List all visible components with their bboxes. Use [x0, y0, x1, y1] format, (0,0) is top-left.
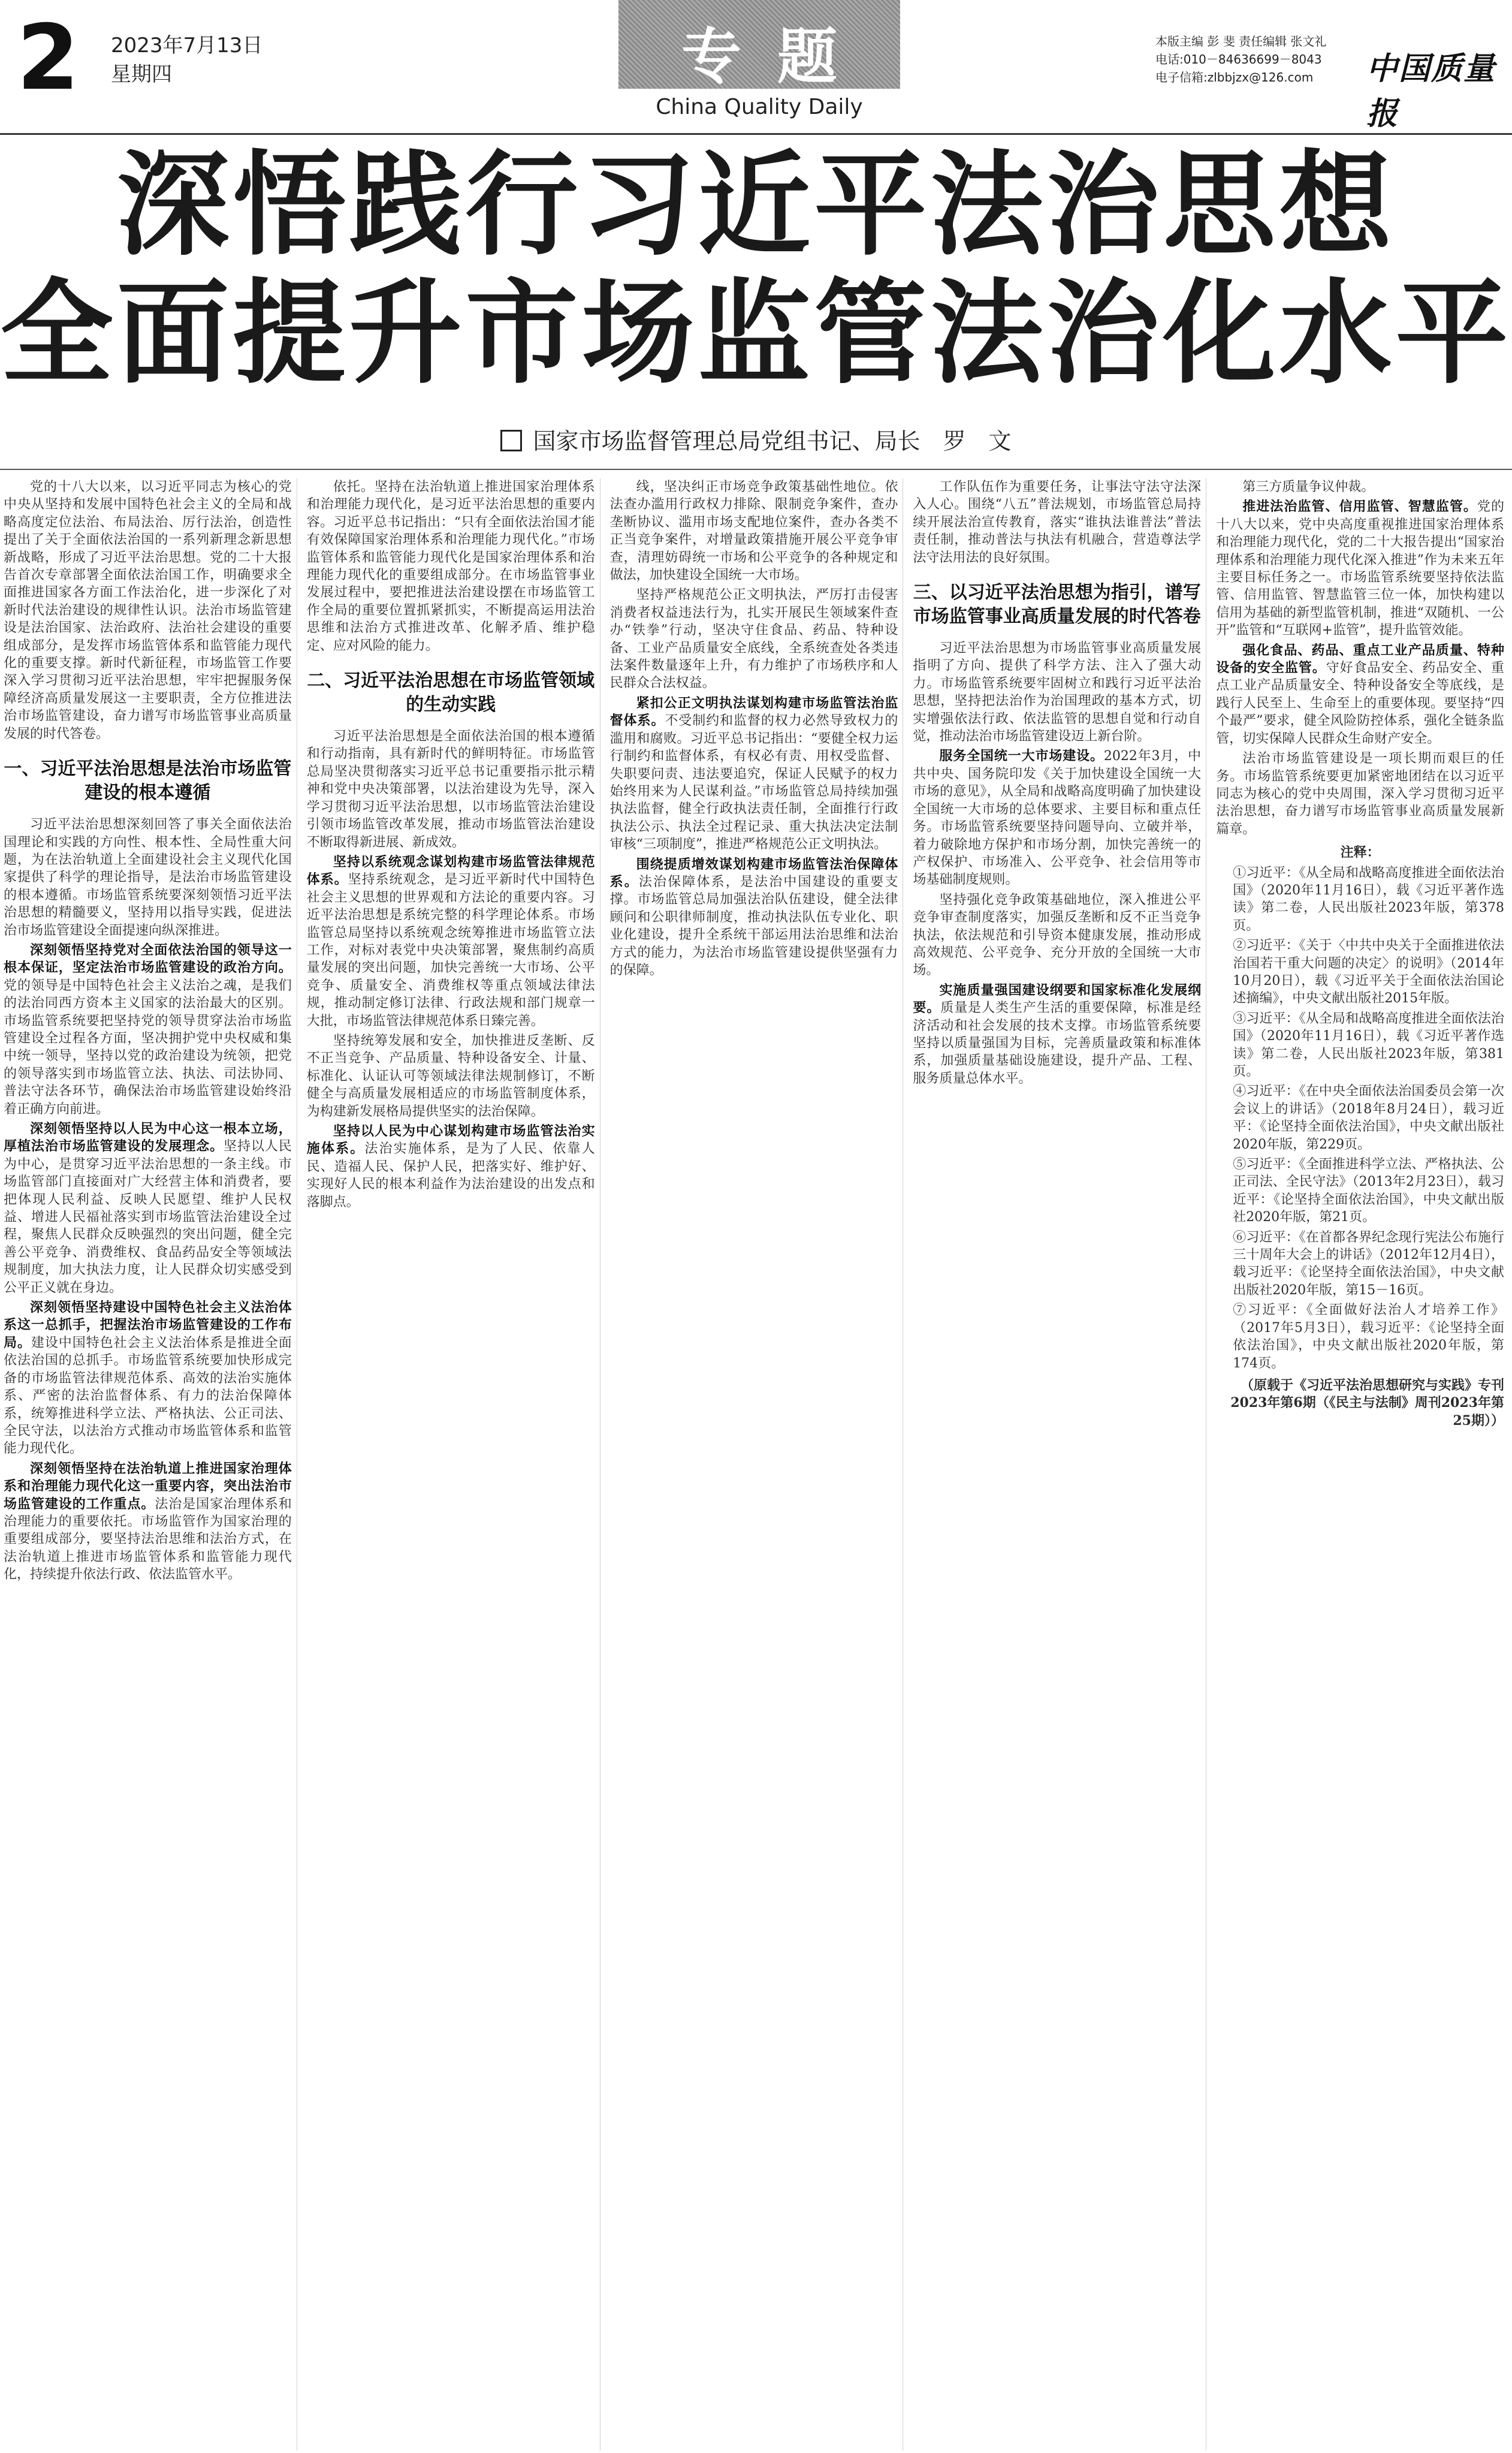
byline: [0, 423, 1512, 456]
footnote: ①习近平：《从全局和战略高度推进全面依法治国》（2020年11月16日），载《习近平著作选读》第二卷，人民出版社2023年版，第378页。: [1233, 865, 1504, 933]
paragraph: 线，坚决纠正市场竞争政策基础性地位。依法查办滥用行政权力排除、限制竞争案件，查办垄断协议、滥用市场支配地位案件，查办各类不正当竞争案件，对增量政策措施开展公平竞争审查，清理妨碍统一市场和公平竞争的各种规定和做法，加快建设全国统一大市场。: [609, 480, 898, 583]
footnote: ③习近平：《从全局和战略高度推进全面依法治国》（2020年11月16日），载《习近平著作选读》第二卷，人民出版社2023年版，第381页。: [1233, 1011, 1504, 1079]
paragraph-text: 质量是人类生产生活的重要保障，标准是经济活动和社会发展的技术支撑。市场监管系统要坚持以质量强国为目标，完善质量政策和标准体系，加强质量基础设施建设，提升产品、工程、服务质量总体水平。: [913, 1001, 1202, 1086]
paragraph-lead: 深刻领悟坚持以人民为中心这一根本立场，厚植法治市场监管建设的发展理念。: [4, 1122, 292, 1155]
footnote: ②习近平：《关于〈中共中央关于全面推进依法治国若干重大问题的决定〉的说明》（2014年10月20日），载《习近平关于全面依法治国论述摘编》，中央文献出版社2015年版。: [1233, 938, 1504, 1006]
footnote: ⑦习近平：《全面做好法治人才培养工作》（2017年5月3日），载习近平：《论坚持全面依法治国》，中央文献出版社2020年版，第174页。: [1233, 1303, 1504, 1371]
column-4: [913, 478, 1206, 2451]
paragraph: 坚持严格规范公正文明执法，严厉打击侵害消费者权益违法行为，扎实开展民生领域案件查办“铁拳”行动，坚决守住食品、药品、特种设备、工业产品质量安全底线，全系统查处各类违法案件数量逐年上升，有力维护了市场秩序和人民群众合法权益。: [609, 587, 898, 691]
paragraph: 习近平法治思想为市场监管事业高质量发展指明了方向、提供了科学方法、注入了强大动力。市场监管系统要牢固树立和践行习近平法治思想，坚持把法治作为治国理政的基本方式，切实增强依法行政、依法监管的思想自觉和行动自觉，推动法治市场监管建设迈上新台阶。: [913, 641, 1202, 745]
paragraph-text: 党的领导是中国特色社会主义法治之魂，是我们的法治同西方资本主义国家的法治最大的区别。市场监管系统要把坚持党的领导贯穿法治市场监管建设全过程各方面，坚决拥护党中央权威和集中统一领导，坚持以党的政治建设为统领，把党的领导落实到市场监管立法、执法、司法协同、普法守法各环节，确保法治市场监管建设始终沿着正确方向前进。: [4, 978, 292, 1117]
paragraph-lead: 深刻领悟坚持在法治轨道上推进国家治理体系和治理能力现代化这一重要内容，突出法治市场监管建设的工作重点。: [4, 1461, 292, 1512]
byline-box-icon: [500, 430, 522, 451]
paragraph-text: 党的十八大以来，党中央高度重视推进国家治理体系和治理能力现代化，党的二十大报告提出“国家治理体系和治理能力现代化深入推进”作为未来五年主要目标任务之一。市场监管系统要坚持依法监管、信用监管、智慧监管三位一体，加快构建以信用为基础的新型监管机制，推进“双随机、一公开”监管和“互联网+监管”，提升监管效能。: [1216, 499, 1504, 638]
paragraph: [610, 695, 898, 854]
paragraph-text: 坚持以人民为中心，是贯穿习近平法治思想的一条主线。市场监管部门直接面对广大经营主体和消费者，要把体现人民利益、反映人民愿望、维护人民权益、增进人民福祉落实到市场监管法治建设全过程，聚焦人民群众反映强烈的突出问题，健全完善公平竞争、消费维权、食品药品安全等领域法规制度，加大执法力度，让人民群众切实感受到公平正义就在身边。: [4, 1139, 292, 1295]
paragraph-text: 2022年3月，中共中央、国务院印发《关于加快建设全国统一大市场的意见》，从全局和战略高度明确了加快建设全国统一大市场的总体要求、主要目标和重点任务。市场监管系统要坚持问题导向、立破并举，着力破除地方保护和市场分割，加快完善统一的产权保护、市场准入、公平竞争、社会信用等市场基础制度规则。: [913, 749, 1202, 888]
footnote: ⑥习近平：《在首都各界纪念现行宪法公布施行三十周年大会上的讲话》（2012年12月4日），载习近平：《论坚持全面依法治国》，中央文献出版社2020年版，第15－16页。: [1233, 1229, 1504, 1298]
headline-line-2: 全面提升市场监管法治化水平: [0, 268, 1512, 399]
source-note: （原载于《习近平法治思想研究与实践》专刊2023年第6期（《民主与法制》周刊2023年第25期））: [1230, 1377, 1504, 1429]
headline-divider: [0, 469, 1512, 470]
paragraph-lead: 服务全国统一大市场建设。: [939, 749, 1104, 764]
paragraph-text: 法治实施体系，是为了人民、依靠人民、造福人民、保护人民，把落实好、维护好、实现好人民的根本利益作为法治建设的出发点和落脚点。: [306, 1141, 595, 1210]
paragraph: [307, 854, 595, 1030]
paragraph-text: 守好食品安全、药品安全、重点工业产品质量安全、特种设备安全等底线，是践行人民至上、生命至上的重要体现。要坚持“四个最严”要求，健全风险防控体系，强化全链条监管，切实保障人民群众生命财产安全。: [1216, 661, 1504, 746]
paragraph: [913, 982, 1201, 1087]
paper-english-name: China Quality Daily: [656, 95, 863, 119]
paragraph: 工作队伍作为重要任务，让事法守法守法深入人心。围绕“八五”普法规划，市场监管总局持续开展法治宣传教育，落实“谁执法谁普法”普法责任制，推动普法与执法有机融合，营造尊法学法守法用法的良好氛围。: [913, 480, 1202, 565]
paragraph: [1216, 498, 1504, 639]
issue-weekday: 星期四: [111, 62, 172, 86]
paragraph: 习近平法治思想是全面依法治国的根本遵循和行动指南，具有新时代的鲜明特征。市场监管总局坚决贯彻落实习近平总书记重要指示批示精神和党中央决策部署，以法治建设为先导，深入学习贯彻习近平法治思想，以市场监管法治建设引领市场监管改革发展，推动市场监管法治建设不断取得新进展、新成效。: [306, 729, 595, 850]
editor-line: 本版主编 彭 斐 责任编辑 张文礼: [1155, 34, 1327, 49]
paragraph: 第三方质量争议仲裁。: [1242, 480, 1375, 495]
paragraph: [610, 856, 898, 980]
paragraph-text: 法治是国家治理体系和治理能力的重要依托。市场监管作为国家治理的重要组成部分，要坚持法治思维和法治方式，在法治轨道上推进市场监管体系和监管能力现代化，持续提升依法行政、依法监管水平。: [4, 1496, 292, 1583]
paragraph-text: 不受制约和监督的权力必然导致权力的滥用和腐败。习近平总书记指出：“要健全权力运行制约和监督体系，有权必有责、用权受监督、失职要问责、违法要追究，保证人民赋予的权力始终用来为人民谋利益。”市场监管总局持续加强执法监督，健全行政执法责任制，全面推行行政执法公示、执法全过程记录、重大执法决定法制审核“三项制度”，推进严格规范公正文明执法。: [609, 713, 898, 852]
paragraph-lead: 紧扣公正文明执法谋划构建市场监管法治监督体系。: [609, 695, 898, 729]
paragraph: 依托。坚持在法治轨道上推进国家治理体系和治理能力现代化，是习近平法治思想的重要内容。习近平总书记指出：“只有全面依法治国才能有效保障国家治理体系和治理能力现代化。”市场监管体系和监管能力现代化是国家治理体系和治理能力现代化的重要组成部分。在市场监管事业发展过程中，要把推进法治建设摆在市场监管工作全局的重要位置抓紧抓实，不断提高运用法治思维和法治方式推进改革、化解矛盾、维护稳定、应对风险的能力。: [306, 480, 595, 653]
paragraph-text: 法治保障体系，是法治中国建设的重要支撑。市场监管总局加强法治队伍建设，健全法律顾问和公职律师制度，推动执法队伍专业化、职业化建设，提升全系统干部运用法治思维和法治方式的能力，为法治市场监管建设提供坚强有力的保障。: [609, 874, 898, 978]
paragraph-lead: 围绕提质增效谋划构建市场监管法治保障体系。: [609, 857, 898, 890]
paragraph-lead: 推进法治监管、信用监管、智慧监管。: [1242, 499, 1477, 515]
footnote: ⑤习近平：《全面推进科学立法、严格执法、公正司法、全民守法》（2013年2月23日），载习近平：《论坚持全面依法治国》，中央文献出版社2020年版，第21页。: [1233, 1157, 1504, 1225]
paper-logo: 中国质量报: [1366, 50, 1496, 132]
byline-text: 国家市场监督管理总局党组书记、局长 罗 文: [533, 428, 1012, 454]
section-heading-3: 三、以习近平法治思想为指引，谱写市场监管事业高质量发展的时代答卷: [913, 582, 1201, 628]
section-heading-2: 二、习近平法治思想在市场监管领域的生动实践: [307, 670, 595, 716]
paragraph-lead: 深刻领悟坚持建设中国特色社会主义法治体系这一总抓手，把握法治市场监管建设的工作布局。: [4, 1300, 292, 1351]
section-heading-1: 一、习近平法治思想是法治市场监管建设的根本遵循: [4, 758, 292, 804]
paragraph: [913, 748, 1201, 888]
masthead-divider: [0, 133, 1512, 135]
column-2: [307, 478, 600, 2451]
paragraph: [307, 1123, 595, 1211]
issue-date: 2023年7月13日: [111, 34, 263, 58]
footnote: ④习近平：《在中央全面依法治国委员会第一次会议上的讲话》（2018年8月24日），载习近平：《论坚持全面依法治国》，中央文献出版社2020年版，第229页。: [1233, 1084, 1504, 1152]
section-banner: [618, 0, 900, 92]
paragraph: [4, 1120, 292, 1297]
column-1: [4, 478, 297, 2451]
page-number: 2: [17, 6, 80, 110]
paragraph: [1216, 642, 1504, 748]
masthead: [0, 0, 1512, 138]
paragraph: 习近平法治思想深刻回答了事关全面依法治国理论和实践的方向性、根本性、全局性重大问题，为在法治轨道上全面建设社会主义现代化国家提供了科学的理论指导，是法治市场监管建设的根本遵循。市场监管系统要深刻领悟习近平法治思想的精髓要义，坚持用以指导实践，促进法治市场监管建设全面提速向纵深推进。: [4, 817, 292, 938]
article-body: [4, 478, 1509, 2451]
paragraph: [4, 1299, 292, 1458]
editor-info: [1155, 32, 1359, 86]
paragraph: 坚持统筹发展和安全，加快推进反垄断、反不正当竞争、产品质量、特种设备安全、计量、标准化、认证认可等领域法律法规制修订，不断健全与高质量发展相适应的市场监管制度体系，为构建新发展格局提供坚实的法治保障。: [306, 1033, 595, 1119]
paragraph-lead: 深刻领悟坚持党对全面依法治国的领导这一根本保证，坚定法治市场监管建设的政治方向。: [4, 942, 292, 976]
paragraph-text: 建设中国特色社会主义法治体系是推进全面依法治国的总抓手。市场监管系统要加快形成完备的市场监管法律规范体系、高效的法治实施体系、严密的法治监督体系、有力的法治保障体系，统筹推进科学立法、严格执法、公正司法、全民守法，以法治方式推动市场监管体系和监管能力现代化。: [4, 1335, 292, 1457]
section-label: 专题: [681, 21, 873, 92]
paragraph-lead: 实施质量强国建设纲要和国家标准化发展纲要。: [913, 983, 1202, 1016]
notes-title: 注释：: [1340, 845, 1380, 861]
editor-email: 电子信箱:zlbbjzx@126.com: [1155, 70, 1314, 85]
paragraph: 法治市场监管建设是一项长期而艰巨的任务。市场监管系统要更加紧密地团结在以习近平同志为核心的党中央周围，深入学习贯彻习近平法治思想，奋力谱写市场监管事业高质量发展新篇章。: [1216, 751, 1504, 837]
paragraph-lead: 坚持以人民为中心谋划构建市场监管法治实施体系。: [306, 1124, 595, 1157]
column-5: [1216, 478, 1509, 2451]
editor-phone: 电话:010－84636699－8043: [1155, 52, 1322, 67]
paragraph: [4, 1460, 292, 1584]
paragraph-lead: 强化食品、药品、重点工业产品质量、特种设备的安全监管。: [1216, 643, 1504, 676]
paragraph: 坚持强化竞争政策基础地位，深入推进公平竞争审查制度落实，加强反垄断和反不正当竞争执法，依法规范和引导资本健康发展，推动形成高效规范、公平竞争、充分开放的全国统一大市场。: [913, 892, 1202, 978]
column-3: [610, 478, 904, 2451]
paragraph: [4, 942, 292, 1118]
headline-line-1: 深悟践行习近平法治思想: [116, 140, 1396, 271]
paragraph-text: 坚持系统观念，是习近平新时代中国特色社会主义思想的世界观和方法论的重要内容。习近平法治思想是系统完整的科学理论体系。市场监管总局坚持以系统观念统筹推进市场监管立法工作，对标对表党中央决策部署，聚焦制约高质量发展的突出问题，加快完善统一大市场、公平竞争、质量安全、消费维权等重点领域法律法规，推动制定修订法律、行政法规和部门规章一大批，市场监管法律规范体系日臻完善。: [306, 872, 595, 1029]
paragraph: 党的十八大以来，以习近平同志为核心的党中央从坚持和发展中国特色社会主义的全局和战略高度定位法治、布局法治、厉行法治，创造性提出了关于全面依法治国的一系列新理念新思想新战略，形成了习近平法治思想。党的二十大报告首次专章部署全面依法治国工作，明确要求全面推进国家各方面工作法治化，进一步深化了对新时代法治建设的规律性认识。法治市场监管建设是法治国家、法治政府、法治社会建设的重要组成部分，是发挥市场监管体系和监管能力现代化的重要支撑。新时代新征程，市场监管工作要深入学习贯彻习近平法治思想，牢牢把握服务保障经济高质量发展这一主要职责，全方位推进法治市场监管建设，奋力谱写市场监管事业高质量发展的时代答卷。: [4, 480, 292, 742]
paragraph-lead: 坚持以系统观念谋划构建市场监管法律规范体系。: [306, 854, 595, 888]
